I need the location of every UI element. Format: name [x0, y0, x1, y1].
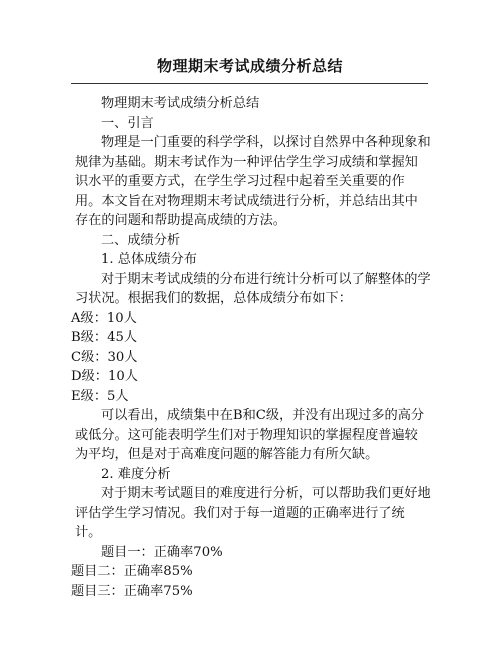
grade-item-e: E级：5人 — [71, 388, 129, 404]
page-title: 物理期末考试成绩分析总结 — [156, 57, 343, 75]
subsection-heading-difficulty: 2. 难度分析 — [101, 466, 171, 482]
distribution-conclusion: 可以看出，成绩集中在B和C级，并没有出现过多的高分或低分。这可能表明学生们对于物理知识的掌握程度普遍较为平均，但是对于高难度问题的解答能力有所欠缺。 — [75, 408, 425, 462]
grade-item-b: B级：45人 — [71, 330, 138, 345]
intro-paragraph: 物理是一门重要的科学学科，以探讨自然界中各种现象和规律为基础。期末考试作为一种评估学生学习成绩和掌握知识水平的重要方式，在学生学习过程中起着至关重要的作用。本文旨在对物理期末考试成绩进行分析，并总结出其中存在的问题和帮助提高成绩的方法。 — [75, 135, 431, 228]
grade-list — [71, 309, 431, 407]
document-body — [71, 94, 431, 601]
section-heading-intro: 一、引言 — [101, 115, 154, 131]
grade-item-c: C级：30人 — [71, 349, 138, 365]
header-divider — [71, 83, 428, 84]
section-heading-analysis: 二、成绩分析 — [101, 232, 181, 248]
distribution-paragraph: 对于期末考试成绩的分布进行统计分析可以了解整体的学习状况。根据我们的数据，总体成绩分布如下： — [75, 271, 431, 306]
grade-item-a: A级：10人 — [71, 310, 137, 326]
difficulty-paragraph: 对于期末考试题目的难度进行分析，可以帮助我们更好地评估学生学习情况。我们对于每一道题的正确率进行了统计。 — [75, 486, 431, 540]
question-item-1: 题目一：正确率70% — [101, 544, 223, 560]
grade-item-d: D级：10人 — [71, 369, 138, 384]
question-item-3: 题目三：正确率75% — [71, 583, 193, 599]
question-list — [71, 543, 431, 602]
subsection-heading-distribution: 1. 总体成绩分布 — [101, 252, 197, 267]
question-item-2: 题目二：正确率85% — [71, 564, 193, 579]
document-subtitle: 物理期末考试成绩分析总结 — [101, 96, 260, 111]
